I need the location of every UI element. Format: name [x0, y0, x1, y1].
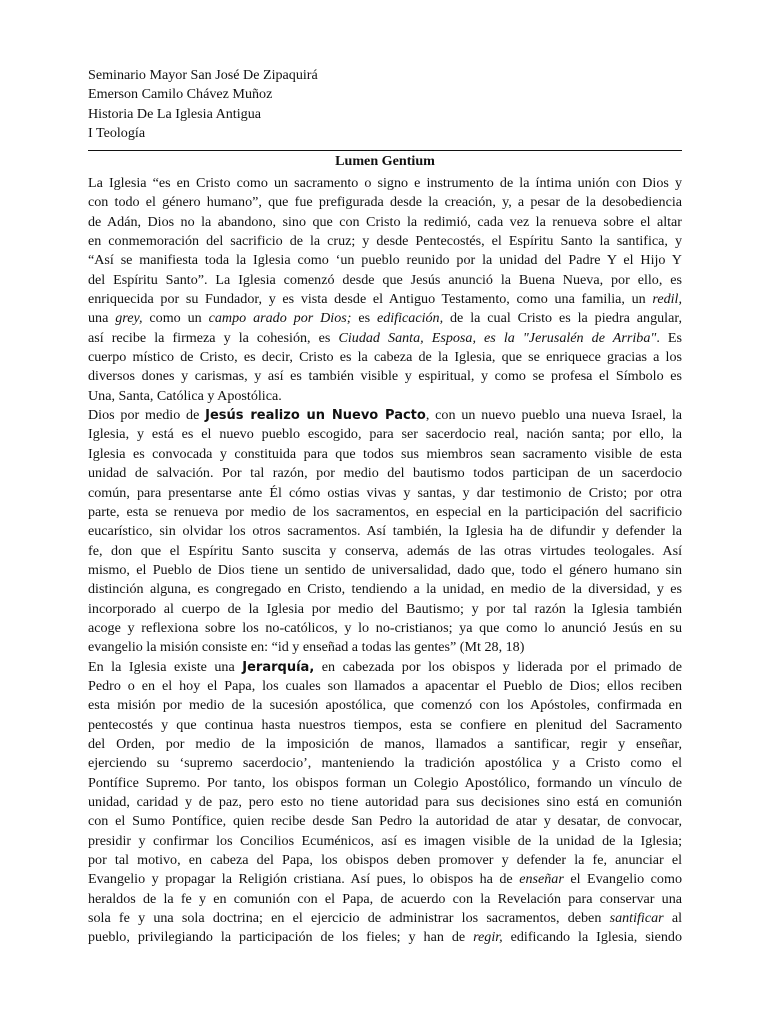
text-line [88, 716, 682, 735]
text-run: incorporado al cuerpo de la Iglesia por medio del Bautismo; y por tal razón la Iglesia también [88, 600, 682, 617]
text-line [88, 542, 682, 561]
text-run: en cabezada por los obispos y liderada por el primado de [314, 658, 682, 675]
italic-phrase: grey, [115, 310, 143, 327]
text-line [88, 619, 682, 638]
text-run: ejerciendo su ‘supremo sacerdocio’, manteniendo la tradición apostólica y a Cristo como el [88, 755, 682, 772]
text-line [88, 851, 682, 870]
text-line [88, 928, 682, 947]
italic-phrase: redil, [652, 291, 682, 308]
text-run: es [351, 310, 377, 327]
header-seminary: Seminario Mayor San José De Zipaquirá [88, 67, 318, 83]
text-run: unidad, caridad y de paz, pero esto no tiene autoridad para sus decisiones sino está en comunión [88, 794, 682, 810]
text-run: con el Sumo Pontífice, quien recibe desde San Pedro la autoridad de atar y desatar, de convocar, [88, 813, 682, 830]
text-line [88, 696, 682, 715]
text-line [88, 677, 682, 696]
text-line [88, 774, 682, 793]
text-run: del Orden, por medio de la imposición de manos, llamados a santificar, regir y enseñar, [88, 735, 682, 752]
text-line [88, 425, 682, 444]
text-run: de la cual Cristo es la piedra angular, [443, 310, 683, 327]
text-line [88, 367, 682, 386]
text-run: común, para presentarse ante Él cómo ostias vivas y santas, y dar testimonio de Cristo; por otra [88, 484, 682, 501]
text-line [88, 870, 682, 889]
italic-phrase: edificación, [376, 310, 444, 327]
header-course: Historia De La Iglesia Antigua [88, 105, 261, 122]
italic-phrase: regir, [473, 929, 503, 946]
text-run: sola fe y una sola doctrina; en el ejercicio de administrar los sacramentos, deben [88, 910, 610, 927]
paragraph-1 [88, 174, 682, 406]
document-header [88, 66, 682, 143]
paragraph-2 [88, 406, 682, 657]
document-body [88, 174, 682, 948]
text-line [88, 251, 682, 270]
paragraph-3 [88, 658, 682, 948]
text-line [88, 290, 682, 309]
text-run: cuerpo místico de Cristo, es decir, Cristo es la cabeza de la Iglesia, que se enriquece gracias a los [88, 349, 682, 366]
text-run: al [663, 910, 682, 927]
text-line [88, 658, 682, 677]
text-run: pentecostés y que continua hasta nuestros tiempos, esta se confiere en plenitud del Sacramento [88, 716, 682, 733]
text-run: el Evangelio como [563, 871, 682, 888]
text-run: En la Iglesia existe una [88, 658, 243, 675]
text-run: como un [142, 310, 209, 327]
text-line [88, 909, 682, 928]
text-line [88, 580, 682, 599]
text-run: acoge y reflexiona sobre los no-católicos, y lo no-cristianos; ya que como lo anunció Jesús en su [88, 619, 682, 636]
text-line [88, 174, 682, 193]
text-run: heraldos de la fe y en comunión con el Papa, de acuerdo con la Revelación para conservar una [88, 890, 682, 907]
text-line [88, 193, 682, 212]
text-run: Evangelio y propagar la Religión cristiana. Así pues, lo obispos ha de [88, 871, 520, 888]
text-run: por tal motivo, en cabeza del Papa, los obispos deben promover y defender la fe, anunciar el [88, 852, 682, 869]
text-line [88, 406, 682, 425]
italic-phrase: santificar [609, 910, 664, 927]
italic-phrase: Ciudad Santa, Esposa, es la "Jerusalén de Arriba" [338, 329, 657, 346]
text-run: pueblo, privilegiando la participación de los fieles; y han de [88, 929, 474, 946]
text-line [88, 812, 682, 831]
text-run: Pontífice Supremo. Por tanto, los obispos forman un Colegio Apostólico, formando un vínculo de [88, 774, 682, 791]
text-run: enriquecida por su Fundador, y es vista desde el Antiguo Testamento, como una familia, un [88, 291, 653, 308]
header-divider [88, 150, 682, 151]
text-run: fe, don que el Espíritu Santo suscita y conserva, además de las otras virtudes teologales. Así [88, 542, 682, 559]
text-line [88, 484, 682, 503]
text-run: así recibe la firmeza y la cohesión, es [88, 329, 339, 346]
text-run: distinción alguna, es congregado en Cristo, tendiendo a la unidad, en medio de la diversidad, y es [88, 581, 682, 598]
text-line [88, 600, 682, 619]
bold-phrase: Jesús realizo un Nuevo Pacto [205, 408, 426, 424]
text-run: mismo, el Pueblo de Dios tiene un sentido de universalidad, dado que, todo el género humano sin [88, 561, 682, 578]
text-line [88, 793, 682, 812]
text-line [88, 754, 682, 773]
text-run: eucarístico, sin olvidar los otros sacramentos. Así también, la Iglesia ha de difundir y defender la [88, 523, 682, 540]
text-line [88, 445, 682, 464]
text-line [88, 464, 682, 483]
text-run: La Iglesia “es en Cristo como un sacramento o signo e instrumento de la íntima unión con Dios y [88, 175, 682, 191]
text-line [88, 329, 682, 348]
text-run: Una, Santa, Católica y Apostólica. [88, 387, 282, 404]
text-run: diversos dones y carismas, y así es también visible y espiritual, y como se profesa el Símbolo es [88, 368, 682, 385]
text-line [88, 638, 682, 657]
text-line [88, 561, 682, 580]
text-run: Iglesia es convocada y constituida para que todos sus miembros sean sacramento visible de esta [88, 445, 682, 462]
text-line [88, 735, 682, 754]
text-run: parte, esta se renueva por medio de los sacramentos, en especial en la participación del sacrificio [88, 503, 682, 520]
text-run: Pedro o en el hoy el Papa, los cuales son llamados a apacentar el Pueblo de Dios; ellos reciben [88, 677, 682, 694]
header-level: I Teología [88, 125, 146, 142]
text-line [88, 232, 682, 251]
text-run: unidad de salvación. Por tal razón, por medio del bautismo todos participan de un sacerdocio [88, 465, 682, 482]
italic-phrase: campo arado por Dios; [208, 310, 352, 327]
text-line [88, 309, 682, 328]
text-line [88, 271, 682, 290]
text-run: “Así se manifiesta toda la Iglesia como ‘un pueblo reunido por la unidad del Padre Y el Hijo Y [88, 252, 682, 269]
italic-phrase: enseñar [519, 871, 564, 888]
bold-phrase: Jerarquía, [242, 659, 315, 675]
text-line [88, 213, 682, 232]
text-run: Dios por medio de [88, 407, 206, 424]
text-line [88, 503, 682, 522]
text-run: edificando la Iglesia, siendo [502, 929, 682, 946]
text-line [88, 387, 682, 406]
text-run: de Adán, Dios no la abandono, sino que con Cristo la redimió, cada vez la renueva sobre el altar [88, 213, 682, 230]
text-line [88, 832, 682, 851]
document-title: Lumen Gentium [335, 153, 435, 169]
header-author: Emerson Camilo Chávez Muñoz [88, 86, 273, 103]
text-run: en conmemoración del sacrificio de la cruz; y desde Pentecostés, el Espíritu Santo la santifica, y [88, 233, 682, 250]
text-line [88, 522, 682, 541]
text-line [88, 348, 682, 367]
text-run: . Es [656, 329, 683, 346]
text-run: del Espíritu Santo”. La Iglesia comenzó desde que Jesús anunció la Buena Nueva, por ello, es [88, 271, 682, 288]
text-run: esta misión por medio de la sucesión apostólica, que comenzó con los Apóstoles, confirmada en [88, 697, 682, 714]
text-run: con todo el género humano”, que fue prefigurada desde la creación, y, a pesar de la desobediencia [88, 194, 682, 211]
text-run: evangelio la misión consiste en: “id y enseñad a todas las gentes” (Mt 28, 18) [88, 639, 525, 656]
text-run: una [88, 310, 116, 327]
text-run: Iglesia, y está es el nuevo pueblo escogido, para ser sacerdocio real, nación santa; por ello, la [88, 426, 682, 443]
text-run: , con un nuevo pueblo una nueva Israel, la [425, 407, 683, 424]
text-line [88, 890, 682, 909]
text-run: presidir y confirmar los Concilios Ecuménicos, así es imagen visible de la unidad de la Iglesia; [88, 832, 682, 849]
